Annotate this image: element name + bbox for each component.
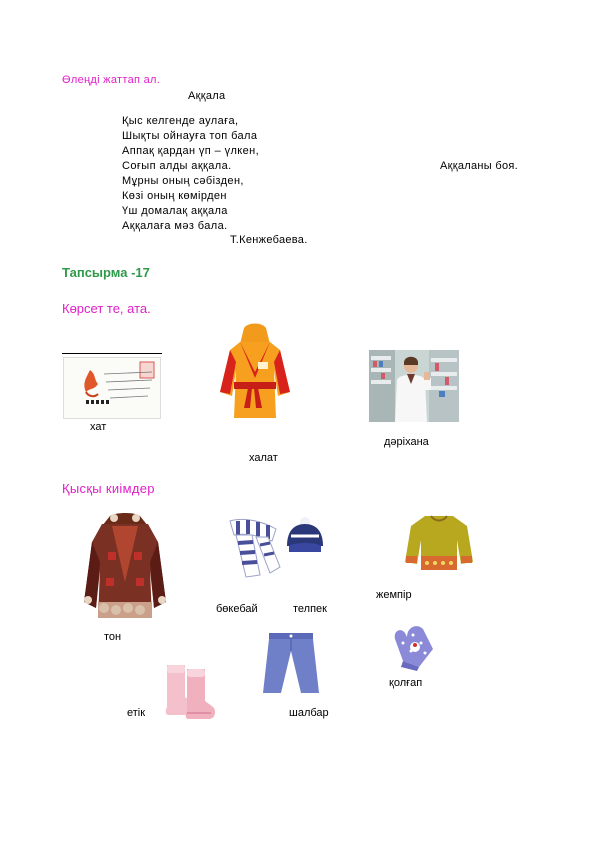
knit-hat-icon (283, 516, 325, 559)
poem-line: Көзі оның көмірден (122, 190, 227, 202)
side-task: Аққаланы боя. (440, 160, 518, 172)
bathrobe-icon (218, 322, 292, 427)
poem-instruction: Өлеңді жаттап ал. (62, 74, 161, 86)
caption-letter: хат (90, 421, 107, 433)
caption-bathrobe: халат (249, 452, 278, 464)
caption-hat: телпек (293, 603, 327, 615)
trousers-icon (261, 633, 321, 700)
poem-body (122, 114, 259, 234)
boots-icon (163, 661, 219, 728)
sweater-icon (403, 512, 475, 579)
caption-trousers: шалбар (289, 707, 329, 719)
poem-line: Қыс келгенде аулаға, (122, 115, 239, 127)
caption-boots: етік (127, 707, 146, 719)
poem-line: Мұрны оның сәбізден, (122, 175, 244, 187)
fur-coat-icon (82, 512, 168, 627)
caption-fur-coat: тон (104, 631, 122, 643)
caption-scarf: бөкебай (216, 603, 258, 615)
letter-envelope-icon (63, 357, 161, 419)
poem-line: Аққалаға мәз бала. (122, 220, 228, 232)
poem-author: Т.Кенжебаева. (230, 234, 308, 246)
task-prompt: Көрсет те, ата. (62, 301, 151, 316)
caption-mitten: қолғап (389, 677, 423, 689)
poem-line: Үш домалақ аққала (122, 205, 228, 217)
poem-line: Аппақ қардан үп – үлкен, (122, 145, 260, 157)
scarf-icon (222, 515, 284, 588)
poem-title: Аққала (188, 90, 226, 102)
poem-line: Соғып алды аққала. (122, 160, 232, 172)
mitten-icon (389, 621, 439, 676)
task-title: Тапсырма -17 (62, 265, 150, 280)
winter-heading: Қысқы киімдер (62, 481, 155, 496)
caption-pharmacy: дәріхана (384, 436, 429, 448)
caption-sweater: жемпір (376, 589, 412, 601)
pharmacy-photo-icon (369, 350, 459, 422)
divider-line (62, 353, 162, 354)
poem-line: Шықты ойнауға топ бала (122, 130, 258, 142)
